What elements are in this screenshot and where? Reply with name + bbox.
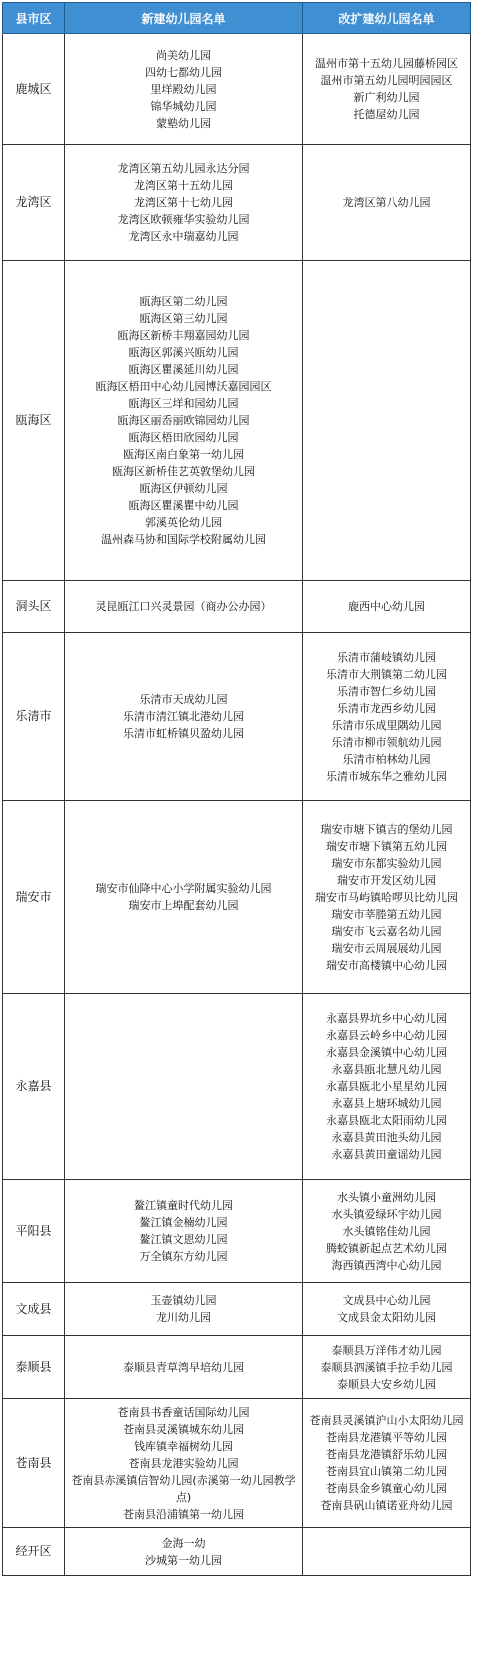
expand-kindergarten-list [305,1342,468,1393]
district-cell: 苍南县 [3,1399,65,1528]
list-item: 瑞安市莘塍第五幼儿园 [331,907,442,921]
new-list-cell [65,261,303,581]
new-kindergarten-list [67,1292,300,1326]
table-row [3,34,471,145]
expand-kindergarten-list [305,1412,468,1514]
district-cell: 平阳县 [3,1180,65,1283]
list-item: 乐清市大荆镇第二幼儿园 [326,667,447,681]
new-list-cell [65,34,303,145]
list-item: 瑞安市高楼镇中心幼儿园 [326,958,447,972]
list-item: 新广利幼儿园 [353,91,420,104]
list-item: 永嘉县云岭乡中心幼儿园 [326,1029,447,1042]
list-item: 瑞安市马屿镇哈啰贝比幼儿园 [315,890,458,904]
list-item: 乐清市智仁乡幼儿园 [337,684,436,698]
expand-list-cell [303,1336,471,1399]
list-item: 龙川幼儿园 [156,1311,211,1324]
district-cell: 永嘉县 [3,994,65,1180]
list-item: 苍南县龙港镇舒乐幼儿园 [326,1448,447,1461]
list-item: 永嘉县黄田池头幼儿园 [331,1131,442,1144]
list-item: 瓯海区南白象第一幼儿园 [123,448,244,461]
list-item: 锦华城幼儿园 [150,99,217,113]
new-list-cell [65,1399,303,1528]
list-item: 金海一幼 [161,1536,206,1550]
table-row [3,1528,471,1576]
list-item: 苍南县灵溪镇沪山小太阳幼儿园 [309,1414,464,1427]
header-expand-list: 改扩建幼儿园名单 [303,3,471,34]
list-item: 瓯海区三垟和园幼儿园 [128,397,239,410]
expand-list-cell [303,261,471,581]
list-item: 蒙塾幼儿园 [156,116,211,130]
new-list-cell [65,145,303,261]
list-item: 苍南县矾山镇诺亚舟幼儿园 [320,1499,453,1512]
list-item: 乐清市城东华之雅幼儿园 [326,769,447,783]
list-item: 温州森马协和国际学校附属幼儿园 [101,533,266,546]
list-item: 瑞安市东都实验幼儿园 [331,856,442,870]
table-row [3,1283,471,1336]
district-cell: 乐清市 [3,633,65,801]
list-item: 永嘉县金溪镇中心幼儿园 [326,1046,447,1059]
list-item: 永嘉县黄田童谣幼儿园 [331,1148,442,1161]
list-item: 瓯海区丽岙丽欧锦园幼儿园 [117,414,250,427]
expand-list-cell [303,1399,471,1528]
list-item: 郭溪英伦幼儿园 [145,516,222,529]
list-item: 玉壶镇幼儿园 [150,1294,217,1307]
list-item: 鳌江镇金楠幼儿园 [139,1216,228,1229]
district-cell: 鹿城区 [3,34,65,145]
new-kindergarten-list [67,1404,300,1523]
list-item: 苍南县灵溪镇城东幼儿园 [123,1422,244,1436]
list-item: 瓯海区瞿溪瞿中幼儿园 [128,499,239,512]
list-item: 里垟殿幼儿园 [150,82,217,96]
table-row [3,1399,471,1528]
list-item: 龙湾区第十七幼儿园 [134,196,233,209]
list-item: 苍南县龙港实验幼儿园 [128,1456,239,1470]
list-item: 乐清市天成幼儿园 [139,693,228,706]
district-cell: 龙湾区 [3,145,65,261]
list-item: 苍南县沿浦镇第一幼儿园 [123,1507,244,1521]
list-item: 瓯海区新桥佳艺英敦堡幼儿园 [112,465,255,478]
district-cell: 瓯海区 [3,261,65,581]
list-item: 泰顺县大安乡幼儿园 [337,1377,436,1391]
list-item: 水头镇爱绿环宇幼儿园 [331,1207,442,1221]
list-item: 瑞安市云周展展幼儿园 [331,941,442,955]
list-item: 乐清市柏林幼儿园 [342,752,431,766]
new-list-cell [65,633,303,801]
expand-kindergarten-list [305,598,468,615]
expand-kindergarten-list [305,1292,468,1326]
table-row [3,1336,471,1399]
new-kindergarten-list [67,160,300,245]
new-kindergarten-list [67,1197,300,1265]
list-item: 苍南县龙港镇平等幼儿园 [326,1431,447,1444]
district-cell: 洞头区 [3,581,65,633]
expand-list-cell [303,1283,471,1336]
expand-list-cell [303,801,471,994]
expand-kindergarten-list [305,649,468,785]
list-item: 泰顺县万洋伟才幼儿园 [331,1343,442,1357]
list-item: 苍南县宜山镇第二幼儿园 [326,1465,447,1478]
table-body [3,34,471,1576]
new-kindergarten-list [67,880,300,914]
list-item: 永嘉县瓯北太阳雨幼儿园 [326,1114,447,1127]
list-item: 万全镇东方幼儿园 [139,1250,228,1263]
list-item: 水头镇小童洲幼儿园 [337,1190,436,1204]
new-list-cell [65,1528,303,1576]
list-item: 瑞安市塘下镇第五幼儿园 [326,839,447,853]
list-item: 鹿西中心幼儿园 [348,600,425,613]
new-list-cell [65,1283,303,1336]
list-item: 永嘉县界坑乡中心幼儿园 [326,1012,447,1025]
list-item: 乐清市乐成里隅幼儿园 [331,718,442,732]
list-item: 乐清市清江镇北港幼儿园 [123,710,244,723]
list-item: 苍南县金乡镇童心幼儿园 [326,1482,447,1495]
list-item: 瓯海区第二幼儿园 [139,295,228,308]
list-item: 瓯海区瞿溪延川幼儿园 [128,363,239,376]
new-list-cell [65,1336,303,1399]
district-cell: 文成县 [3,1283,65,1336]
list-item: 永嘉县瓯北慧凡幼儿园 [331,1063,442,1076]
list-item: 四幼七都幼儿园 [145,65,222,79]
list-item: 钱库镇幸福树幼儿园 [134,1439,233,1453]
expand-list-cell [303,581,471,633]
list-item: 永嘉县瓯北小星星幼儿园 [326,1080,447,1093]
list-item: 瓯海区新桥丰翔嘉园幼儿园 [117,329,250,342]
new-kindergarten-list [67,598,300,615]
new-kindergarten-list [67,293,300,548]
expand-kindergarten-list [305,821,468,974]
table-row [3,261,471,581]
new-list-cell [65,994,303,1180]
header-district: 县市区 [3,3,65,34]
list-item: 苍南县书香童话国际幼儿园 [117,1405,250,1419]
list-item: 文成县金太阳幼儿园 [337,1311,436,1324]
table-row [3,145,471,261]
list-item: 乐清市虹桥镇贝盈幼儿园 [123,727,244,740]
list-item: 腾蛟镇新起点艺术幼儿园 [326,1241,447,1255]
list-item: 尚美幼儿园 [156,48,211,62]
header-new-list: 新建幼儿园名单 [65,3,303,34]
new-list-cell [65,581,303,633]
expand-list-cell [303,1180,471,1283]
list-item: 瓯海区第三幼儿园 [139,312,228,325]
list-item: 灵昆瓯江口兴灵景园（商办公办园） [95,600,272,613]
header-row [3,3,471,34]
expand-list-cell [303,1528,471,1576]
list-item: 乐清市龙西乡幼儿园 [337,701,436,715]
table-row [3,994,471,1180]
table-row [3,633,471,801]
list-item: 龙湾区永中瑞嘉幼儿园 [128,230,239,243]
list-item: 泰顺县青草湾早培幼儿园 [123,1360,244,1374]
district-cell: 瑞安市 [3,801,65,994]
list-item: 瑞安市飞云嘉名幼儿园 [331,924,442,938]
expand-list-cell [303,145,471,261]
list-item: 龙湾区欧顿雍华实验幼儿园 [117,213,250,226]
list-item: 龙湾区第八幼儿园 [342,196,431,209]
new-list-cell [65,1180,303,1283]
list-item: 永嘉县上塘环城幼儿园 [331,1097,442,1110]
list-item: 温州市第五幼儿园明园园区 [320,74,453,87]
table-row [3,801,471,994]
expand-kindergarten-list [305,1010,468,1163]
list-item: 瑞安市开发区幼儿园 [337,873,436,887]
list-item: 龙湾区第十五幼儿园 [134,179,233,192]
list-item: 泰顺县泗溪镇手拉手幼儿园 [320,1360,453,1374]
new-kindergarten-list [67,691,300,742]
expand-kindergarten-list [305,1189,468,1274]
list-item: 瑞安市上埠配套幼儿园 [128,899,239,912]
expand-list-cell [303,633,471,801]
list-item: 水头镇铭佳幼儿园 [342,1224,431,1238]
list-item: 瓯海区伊顿幼儿园 [139,482,228,495]
list-item: 乐清市蒲岐镇幼儿园 [337,650,436,664]
new-kindergarten-list [67,1535,300,1569]
table-row [3,1180,471,1283]
list-item: 瓯海区梧田中心幼儿园博沃嘉园园区 [95,380,272,393]
table-row [3,581,471,633]
list-item: 文成县中心幼儿园 [342,1294,431,1307]
expand-kindergarten-list [305,55,468,123]
list-item: 沙城第一幼儿园 [145,1553,222,1567]
list-item: 温州市第十五幼儿园藤桥园区 [315,57,458,70]
district-cell: 经开区 [3,1528,65,1576]
kindergarten-table [2,2,471,1576]
list-item: 鳌江镇文恩幼儿园 [139,1233,228,1246]
district-cell: 泰顺县 [3,1336,65,1399]
list-item: 瑞安市仙降中心小学附属实验幼儿园 [95,882,272,895]
new-kindergarten-list [67,1359,300,1376]
new-list-cell [65,801,303,994]
list-item: 乐清市柳市领航幼儿园 [331,735,442,749]
list-item: 海西镇西湾中心幼儿园 [331,1258,442,1272]
list-item: 瓯海区梧田欣园幼儿园 [128,431,239,444]
expand-kindergarten-list [305,194,468,211]
list-item: 瑞安市塘下镇吉的堡幼儿园 [320,822,453,836]
list-item: 苍南县赤溪镇信智幼儿园(赤溪第一幼儿园教学点) [71,1473,296,1504]
new-kindergarten-list [67,47,300,132]
list-item: 龙湾区第五幼儿园永达分园 [117,162,250,175]
list-item: 托德屋幼儿园 [353,108,420,121]
expand-list-cell [303,34,471,145]
list-item: 鳌江镇童时代幼儿园 [134,1199,233,1212]
expand-list-cell [303,994,471,1180]
list-item: 瓯海区郭溪兴瓯幼儿园 [128,346,239,359]
